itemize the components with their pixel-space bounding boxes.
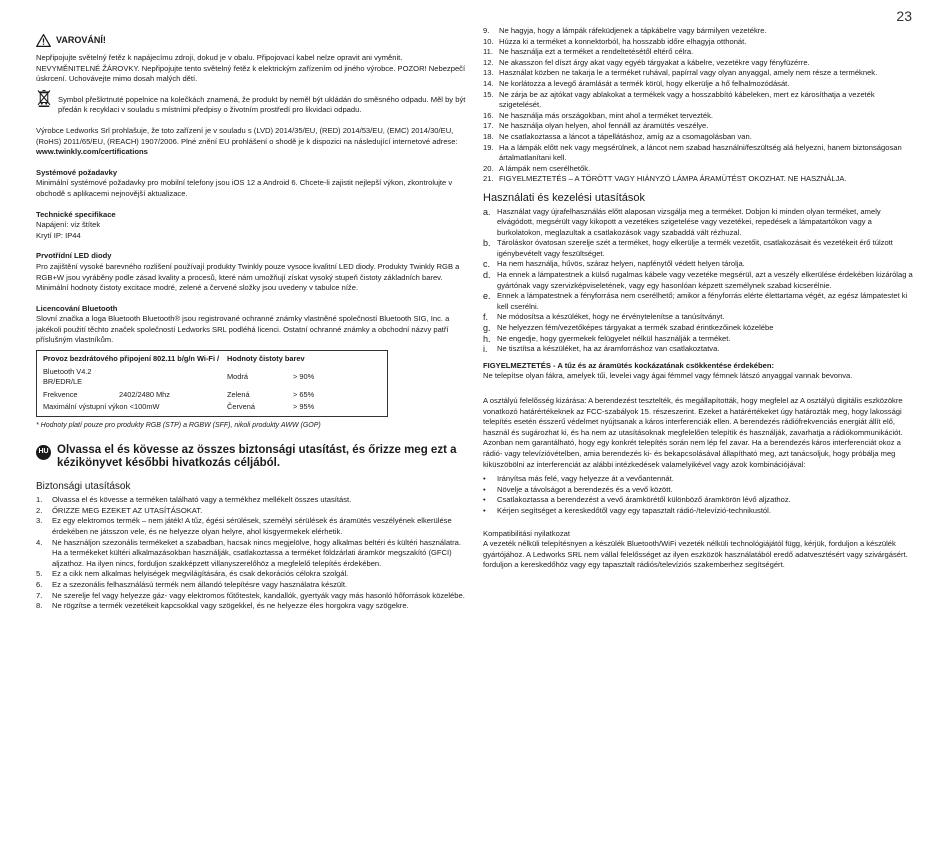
safety-item-number: 5. bbox=[36, 569, 43, 579]
bluetooth-text: Slovní značka a loga Bluetooth Bluetooth® jsou registrované ochranné známky vlastněné společností Bluetooth SIG, Inc. a jakékoli použití těchto značek společností Ledworks SRL podléhá licenci. Ostatní ochranné známky a obchodní názvy patří příslušným vlastníkům. bbox=[36, 314, 450, 345]
usage-item-text: Ne módosítsa a készüléket, hogy ne érvénytelenítse a tanúsítványt. bbox=[497, 312, 725, 322]
table-row bbox=[43, 389, 381, 402]
led-text-2: Minimální hodnoty čistoty excitace modré, zelené a červené složky jsou uvedeny v tabulce níže. bbox=[36, 283, 359, 293]
safety-item-number: 3. bbox=[36, 516, 43, 526]
table-cell: Bluetooth V4.2 BR/EDR/LE bbox=[43, 366, 92, 387]
system-text: Minimální systémové požadavky pro mobilní telefony jsou iOS 12 a Android 6. Chcete-li zajistit nejlepší výkon, zkontrolujte v obchodě s aplikacemi nejnovější aktualizace. bbox=[36, 178, 453, 198]
safety-item bbox=[36, 506, 468, 517]
class-b-item-number: • bbox=[483, 505, 486, 515]
bluetooth-title: Licencování Bluetooth bbox=[36, 303, 118, 313]
safety-item-number: 13. bbox=[483, 68, 494, 78]
usage-item-text: Ne helyezzen fém/vezetőképes tárgyakat a termék szabad érintkezőinek közelébe bbox=[497, 323, 774, 333]
usage-item bbox=[483, 291, 913, 312]
safety-item bbox=[36, 569, 468, 580]
table-cell: 2402/2480 Mhz bbox=[119, 389, 170, 399]
safety-item-text: Húzza ki a terméket a konnektorból, ha hosszabb időre elhagyja otthonát. bbox=[499, 36, 747, 46]
safety-item bbox=[36, 601, 468, 612]
safety-item bbox=[483, 132, 913, 143]
usage-item-text: Tároláskor óvatosan szerelje szét a terméket, hogy elkerülje a termék vezetőit, csatlakozásait és vezetékeit érő túlzott igénybevételt vagy feszültséget. bbox=[497, 238, 893, 258]
compat-title: Kompatibilitási nyilatkozat bbox=[483, 528, 570, 538]
tech-title: Technické specifikace bbox=[36, 209, 116, 219]
safety-item bbox=[483, 58, 913, 69]
class-b-item bbox=[483, 485, 913, 496]
safety-item-text: Olvassa el és kövesse a terméken található vagy a termékhez mellékelt összes utasítást. bbox=[52, 495, 352, 505]
safety-item bbox=[483, 79, 913, 90]
safety-list-right bbox=[483, 26, 913, 185]
class-b-text: A berendezést tesztelték, és megállapították, hogy megfelel az A osztályú digitális eszközökre vonatkozó határértékeknek az FCC-szabályok 15. részeszerint. Ezeket a határértékeket úgy határozták meg, hogy lakossági telepítés esetén ésszerű védelmet nyújtsanak a káros interferenciák ellen. A berendezés rádiófrekvenciás energiát állít elő, használ és sugározhat ki, és ha nem az utasításoknak megfelelően telepítik és használják, zavarhatja a rádiókommunikációt. Azonban nem garantálható, hogy egy konkrét telepítés során nem lép fel zavar. Ha a berendezés káros interferenciát okoz a rádió- vagy televízióvételben, amia berendezés ki- és bekapcsolásával állapítható meg, azt tanácsoljuk, hogy próbálja meg kiküszöbölni az interferenciát az alábbi intézkedések valamelyikével vagy azok kombinációjával: bbox=[483, 396, 903, 469]
usage-item-number: a. bbox=[483, 206, 491, 217]
safety-item-number: 9. bbox=[483, 26, 490, 35]
compliance-section bbox=[36, 126, 468, 158]
hu-warning-text: Ne telepítse olyan fákra, amelyek tűi, levelei vagy ágai fémmel vagy fémnek látszó anyaggal vannak bevonva. bbox=[483, 371, 853, 381]
safety-item-text: Ne akasszon fel díszt árgy akat vagy egyéb tárgyakat a kábelre, vezetékre vagy fényfüzérre. bbox=[499, 57, 810, 67]
safety-item-text: Ne használja más országokban, mint ahol a terméket tervezték. bbox=[499, 110, 713, 120]
usage-item-text: Ha ennek a lámpatestnek a külső rugalmas kábele vagy vezetéke megsérül, azt a veszély elkerülése érdekében kizárólag a gyártónak vagy szervizképviseletének, vagy egy hasonlóan képzett személynek szabad kicserélnie. bbox=[497, 270, 913, 290]
tech-ip: Krytí IP: IP44 bbox=[36, 230, 81, 240]
usage-item-number: h. bbox=[483, 333, 491, 344]
warning-heading bbox=[36, 34, 468, 47]
safety-item-text: Ne hagyja, hogy a lámpák ráfeküdjenek a tápkábelre vagy bármilyen vezetékre. bbox=[499, 26, 767, 35]
safety-item-number: 21. bbox=[483, 174, 494, 184]
usage-item bbox=[483, 238, 913, 259]
table-head-right: Hodnoty čistoty barev bbox=[227, 354, 305, 364]
certifications-link[interactable]: www.twinkly.com/certifications bbox=[36, 147, 148, 157]
usage-title: Használati és kezelési utasítások bbox=[483, 191, 646, 204]
crossed-bin-icon bbox=[36, 89, 52, 107]
led-section bbox=[36, 251, 468, 293]
safety-item-number: 1. bbox=[36, 495, 43, 505]
hu-warning bbox=[483, 361, 913, 382]
led-text-1: Pro zajištění vysoké barevného rozlišení používají produkty Twinkly pouze vysoce kvalitní LED diody. Produkty Twinkly RGB a RGB+W jsou vyráběny podle zásad kvality a procesů, které nám umožňují získat vysoký stupeň čistoty základních barev. bbox=[36, 261, 460, 282]
safety-item bbox=[483, 47, 913, 58]
system-requirements bbox=[36, 168, 468, 200]
compat-text: A vezeték nélküli telepítésnyen a készülék Bluetooth/WiFi vezeték nélküli technológiájától függ, kérjük, forduljon a készülék gyártójához. A Ledworks SRL nem vállal felelősséget az ilyen eszközök használatából eredő adatvesztésért vagy szivárgásért. forduljon a kereskedőhöz vagy egy tapasztalt rádiós/televíziós szakemberhez segítségért. bbox=[483, 539, 908, 570]
safety-item-number: 2. bbox=[36, 505, 43, 515]
class-b-section bbox=[483, 396, 913, 470]
safety-item bbox=[483, 68, 913, 79]
tech-power: Napájení: viz štítek bbox=[36, 220, 101, 230]
safety-item-text: ŐRIZZE MEG EZEKET AZ UTASÍTÁSOKAT. bbox=[52, 505, 203, 515]
safety-item-text: Ha a lámpák előtt nek vagy megsérülnek, a láncot nem szabad használni/feszültség alá helyezni, hanem biztonságosan ártalmatlanítani kell. bbox=[499, 142, 902, 163]
safety-item-text: Ne csatlakoztassa a láncot a tápellátáshoz, amíg az a csomagolásban van. bbox=[499, 131, 752, 141]
class-b-item-text: Irányítsa más felé, vagy helyezze át a vevőantennát. bbox=[497, 474, 674, 484]
safety-item-number: 4. bbox=[36, 537, 43, 547]
safety-item bbox=[483, 164, 913, 175]
warning-title: VAROVÁNÍ! bbox=[56, 35, 106, 46]
cz-warning bbox=[36, 34, 468, 85]
table-cell: > 65% bbox=[293, 389, 315, 399]
disposal-section bbox=[36, 95, 468, 116]
usage-item-number: i. bbox=[483, 344, 488, 355]
table-cell: > 95% bbox=[293, 402, 315, 412]
safety-item bbox=[483, 143, 913, 164]
class-b-item bbox=[483, 495, 913, 506]
safety-item-number: 12. bbox=[483, 57, 494, 67]
table-cell: Zelená bbox=[227, 389, 250, 399]
hu-title: Olvassa el és kövesse az összes biztonsági utasítást, és őrizze meg ezt a kézikönyvet későbbi hivatkozás céljából. bbox=[57, 443, 457, 469]
safety-item-number: 15. bbox=[483, 89, 494, 99]
table-cell: Červená bbox=[227, 402, 255, 412]
table-cell: Maximální výstupní výkon <100mW bbox=[43, 402, 160, 412]
safety-item bbox=[36, 538, 468, 570]
safety-item-number: 14. bbox=[483, 78, 494, 88]
usage-item bbox=[483, 259, 913, 270]
class-b-item-number: • bbox=[483, 495, 486, 505]
class-b-item-number: • bbox=[483, 474, 486, 484]
safety-item-text: Ne használja olyan helyen, ahol fennáll az áramütés veszélye. bbox=[499, 121, 709, 131]
safety-item bbox=[483, 37, 913, 48]
bluetooth-section bbox=[36, 304, 468, 346]
usage-item-text: Használat vagy újrafelhasználás előtt alaposan vizsgálja meg a terméket. Dobjon ki minden olyan terméket, amely elvágódott, megsérült vagy kikopott a vezetékes szigetelése vagy vezetékei, repedések a lámpatartókon vagy a burkolatokon, meglazultak a csatlakozások vagy szabaddá vált rézhuzal. bbox=[497, 206, 881, 237]
safety-item-text: Ne használjon szezonális termékeket a szabadban, hacsak nincs megjelölve, hogy alkalmas beltéri és kültéri használatra. Ha a termékeket kültéri alkalmazásokban használják, csatlakoztassa a terméket földzárlati áramkör megszakító (GFCI) aljzathoz. Ha ilyen nincs, forduljon szakképzett villanyszerelőhöz a megfelelő telepítés érdekében. bbox=[52, 537, 462, 568]
safety-item-number: 17. bbox=[483, 121, 494, 131]
compat-section bbox=[483, 529, 913, 571]
safety-item-text: Ne rögzítse a termék vezetékeit kapcsokkal vagy szögekkel, és ne helyezze éles horgokra vagy szögekre. bbox=[52, 601, 409, 611]
page-number: 23 bbox=[896, 8, 912, 24]
usage-item bbox=[483, 323, 913, 334]
safety-item-text: Ne használja ezt a terméket a rendeltetésétől eltérő célra. bbox=[499, 47, 694, 57]
safety-item bbox=[483, 121, 913, 132]
class-b-item-text: Csatlakoztassa a berendezést a vevő áramkörétől különböző áramkörön lévő aljzathoz. bbox=[497, 495, 791, 505]
class-b-item bbox=[483, 506, 913, 517]
safety-item bbox=[483, 26, 913, 37]
usage-item-text: Ennek a lámpatestnek a fényforrása nem cserélhető; amikor a fényforrás elérte élettartama végét, az egész lámpatestet ki kell cserélni. bbox=[497, 291, 908, 311]
usage-item-number: g. bbox=[483, 323, 491, 334]
safety-item bbox=[483, 111, 913, 122]
spec-table bbox=[36, 350, 388, 417]
safety-item-text: FIGYELMEZTETÉS – A TÖRÖTT VAGY HIÁNYZÓ LÁMPA ÁRAMÜTÉST OKOZHAT. NE HASZNÁLJA. bbox=[499, 174, 847, 184]
usage-item-number: d. bbox=[483, 270, 491, 281]
safety-item-text: A lámpák nem cserélhetők. bbox=[499, 163, 591, 173]
safety-item bbox=[36, 591, 468, 602]
table-cell: > 90% bbox=[293, 371, 315, 381]
safety-item-number: 11. bbox=[483, 47, 493, 57]
table-cell bbox=[119, 366, 227, 389]
table-header-row bbox=[43, 353, 381, 366]
system-title: Systémové požadavky bbox=[36, 167, 118, 177]
class-b-label: A osztályú felelősség kizárása: bbox=[483, 396, 587, 405]
usage-item bbox=[483, 312, 913, 323]
usage-item bbox=[483, 344, 913, 355]
table-row bbox=[43, 401, 381, 414]
hu-heading bbox=[36, 444, 468, 470]
hu-warning-bold: FIGYELMEZTETÉS - A tűz és az áramütés kockázatának csökkentése érdekében: bbox=[483, 360, 775, 370]
safety-item-number: 18. bbox=[483, 131, 494, 141]
safety-item-text: Ne korlátozza a levegő áramlását a termék körül, hogy elkerülje a hő felhalmozódását. bbox=[499, 78, 790, 88]
safety-item-number: 6. bbox=[36, 579, 43, 589]
safety-item bbox=[483, 90, 913, 111]
safety-item-text: Ez a cikk nem alkalmas helyiségek megvilágítására, és csak dekorációs célokra szolgál. bbox=[52, 569, 349, 579]
class-b-item-text: Kérjen segítséget a kereskedőtől vagy egy tapasztalt rádió-/televízió-technikustól. bbox=[497, 505, 771, 515]
table-cell: Frekvence bbox=[43, 389, 78, 399]
disposal-text: Symbol přeškrtnuté popelnice na kolečkách znamená, že produkt by neměl být ukládán do směsného odpadu. Měl by být předán k recyklaci v souladu s místními předpisy o životním prostředí pro likvidaci odpadu. bbox=[58, 94, 466, 115]
usage-item-number: e. bbox=[483, 291, 491, 302]
usage-item-text: Ne tisztítsa a készüléket, ha az áramforráshoz van csatlakoztatva. bbox=[497, 344, 720, 354]
safety-item-text: Ez egy elektromos termék – nem játék! A tűz, égési sérülések, személyi sérülések és áramütés veszélyének elkerülése érdekében ne játsszon vele, és ne helyezze olyan helyre, ahol kisgyermekek elérhetik. bbox=[52, 516, 452, 536]
class-b-list bbox=[483, 474, 913, 516]
language-badge-hu: HU bbox=[36, 445, 51, 460]
safety-item-text: Ne szerelje fel vagy helyezze gáz- vagy elektromos fűtőtestek, kandallók, gyertyák vagy más hasonló hőforrások közelébe. bbox=[52, 590, 465, 600]
safety-item bbox=[483, 174, 913, 185]
safety-item-number: 19. bbox=[483, 142, 494, 152]
class-b-item-number: • bbox=[483, 484, 486, 494]
safety-item-text: Használat közben ne takarja le a terméket ruhával, papírral vagy olyan anyaggal, amely nem része a terméknek. bbox=[499, 68, 878, 78]
usage-list bbox=[483, 207, 913, 355]
warning-text: Nepřipojujte světelný řetěz k napájecímu zdroji, dokud je v obalu. Připojovací kabel nelze opravit ani vyměnit. NEVYMĚNITELNÉ ŽÁROVKY. Nepřipojujte tento světelný řetěz k elektrickým zařízením od jiného výrobce. POZOR! Nebezpečí úskrcení. Uchovávejte mimo dosah malých dětí. bbox=[36, 53, 466, 84]
table-cell: Modrá bbox=[227, 371, 248, 381]
led-title: Prvotřídní LED diody bbox=[36, 251, 112, 261]
usage-item-text: Ne engedje, hogy gyermekek felügyelet nélkül használják a terméket. bbox=[497, 333, 731, 343]
class-b-item bbox=[483, 474, 913, 485]
usage-item-number: f. bbox=[483, 312, 489, 323]
compliance-text: Výrobce Ledworks Srl prohlašuje, že toto zařízení je v souladu s (LVD) 2014/35/EU, (RED) 2014/53/EU, (EMC) 2014/30/EU, (RoHS) 2011/65/EU, (REACH) 1907/2006. Plné znění EU prohlášení o shodě je k dispozici na následující internetové adrese: bbox=[36, 125, 458, 146]
safety-item bbox=[36, 495, 468, 506]
safety-item-number: 16. bbox=[483, 110, 494, 120]
safety-item-number: 7. bbox=[36, 590, 43, 600]
table-head-left: Provoz bezdrátového připojení 802.11 b/g/n Wi-Fi / bbox=[43, 354, 220, 364]
tech-specs bbox=[36, 210, 468, 242]
table-footnote: * Hodnoty platí pouze pro produkty RGB (STP) a RGBW (SFF), nikoli produkty AWW (GOP) bbox=[36, 422, 321, 430]
safety-item-text: Ez a szezonális felhasználású termék nem állandó telepítésre vagy használatra készült. bbox=[52, 579, 348, 589]
safety-item bbox=[36, 516, 468, 537]
safety-item-number: 20. bbox=[483, 163, 494, 173]
class-b-item-text: Növelje a távolságot a berendezés és a vevő között. bbox=[497, 484, 673, 494]
safety-title: Biztonsági utasítások bbox=[36, 480, 131, 492]
usage-item-number: c. bbox=[483, 259, 491, 270]
right-column bbox=[483, 26, 913, 571]
usage-item-number: b. bbox=[483, 238, 491, 249]
table-row bbox=[43, 366, 381, 389]
usage-item bbox=[483, 334, 913, 345]
left-column bbox=[36, 34, 468, 612]
usage-item bbox=[483, 270, 913, 291]
safety-list-left bbox=[36, 495, 468, 612]
usage-item-text: Ha nem használja, hűvös, száraz helyen, napfénytől védett helyen tárolja. bbox=[497, 259, 745, 269]
safety-item-text: Ne zárja be az ajtókat vagy ablakokat a termékek vagy a hosszabbító kábeleken, mert ez károsíthatja a vezeték szigetelését. bbox=[499, 89, 875, 110]
safety-item-number: 10. bbox=[483, 36, 494, 46]
warning-triangle-icon bbox=[36, 34, 51, 47]
safety-item bbox=[36, 580, 468, 591]
safety-item-number: 8. bbox=[36, 601, 43, 611]
usage-item bbox=[483, 207, 913, 239]
